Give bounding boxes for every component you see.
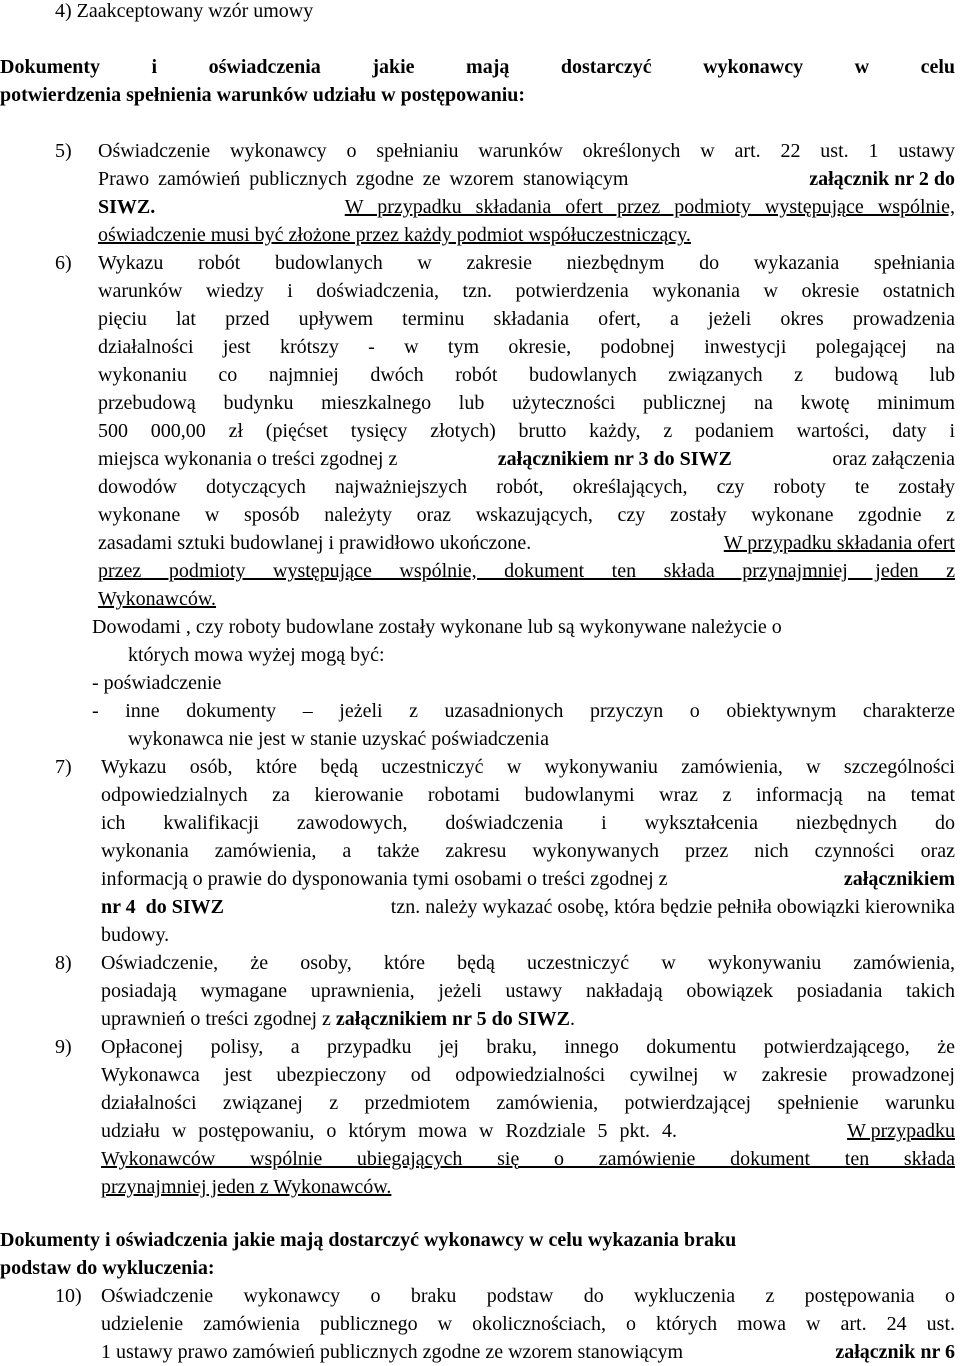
item-9-text-line2: Wykonawca jest ubezpieczony od odpowiedzialności cywilnej w zakresie prowadzonej (101, 1064, 955, 1086)
item-9-text: Opłaconej polisy, a przypadku jej braku, innego dokumentu potwierdzającego, że (101, 1036, 955, 1058)
section-heading-qualification-line2: potwierdzenia spełnienia warunków udziału w postępowaniu: (0, 84, 526, 106)
siwz-reference: SIWZ. (98, 196, 156, 218)
item-5-line3 (98, 193, 955, 221)
item-7-text: Wykazu osób, które będą uczestniczyć w wykonywaniu zamówienia, w szczególności (101, 756, 955, 778)
item-7-text-line4: wykonania zamówienia, a także zakresu wykonywanych przez nich czynności oraz (101, 840, 955, 862)
item-7-text-line2: odpowiedzialnych za kierowanie robotami budowlanymi wraz z informacją na temat (101, 784, 955, 806)
item-9-line4 (101, 1117, 955, 1145)
item-7-text-part: informacją o prawie do dysponowania tymi osobami o treści zgodnej z (101, 868, 668, 890)
item-5-text-part: Prawo zamówień publicznych zgodne ze wzorem stanowiącym (98, 168, 629, 190)
item-10-text-part: 1 ustawy prawo zamówień publicznych zgodne ze wzorem stanowiącym (101, 1341, 684, 1363)
attachment-6-reference: załącznik nr 6 (835, 1341, 955, 1363)
item-10-line3 (101, 1338, 955, 1366)
joint-bidders-note: W przypadku składania ofert (723, 532, 955, 554)
joint-bidders-note: W przypadku składania ofert przez podmioty występujące wspólnie, (344, 196, 955, 218)
joint-bidders-note-line2: przez podmioty występujące wspólnie, dokument ten składa przynajmniej jeden z (98, 560, 955, 582)
item-6-text-line2: warunków wiedzy i doświadczenia, tzn. potwierdzenia wykonania w okresie ostatnich (98, 280, 955, 302)
attachment-reference: załącznik nr 2 do (809, 168, 955, 190)
section-heading-qualification: Dokumenty i oświadczenia jakie mają dostarczyć wykonawcy w celu (0, 56, 955, 78)
item-8-text-part: uprawnień o treści zgodnej z (101, 1008, 331, 1030)
evidence-list-item: - inne dokumenty – jeżeli z uzasadnionych przyczyn o obiektywnym charakterze (92, 700, 955, 722)
item-9-text-line3: działalności związanej z przedmiotem zamówienia, potwierdzającej spełnienie warunku (101, 1092, 955, 1114)
item-6-text-part: zasadami sztuki budowlanej i prawidłowo ukończone. (98, 532, 532, 554)
item-10-text: Oświadczenie wykonawcy o braku podstaw do wykluczenia z postępowania o (101, 1285, 955, 1307)
item-9-text-part: udziału w postępowaniu, o którym mowa w Rozdziale 5 pkt. 4. (101, 1120, 678, 1142)
attachment-3-reference: załącznikiem nr 3 do SIWZ (497, 448, 732, 470)
item-5-number: 5) (55, 140, 72, 162)
item-7-line6 (101, 893, 955, 921)
item-8-text-line2: posiadają wymagane uprawnienia, jeżeli ustawy nakładają obowiązek posiadania takich (101, 980, 955, 1002)
item-6-text-line4: działalności jest krótszy - w tym okresie, podobnej inwestycji polegającej na (98, 336, 955, 358)
item-10-text-line2: udzielenie zamówienia publicznego w okolicznościach, o których mowa w art. 24 ust. (101, 1313, 955, 1335)
item-7-text-part: tzn. należy wykazać osobę, która będzie pełniła obowiązki kierownika (390, 896, 955, 918)
item-6-text-line9: dowodów dotyczących najważniejszych robót, określających, czy roboty te zostały (98, 476, 955, 498)
item-7-line5 (101, 865, 955, 893)
item-10-number: 10) (55, 1285, 82, 1307)
item-8-number: 8) (55, 952, 72, 974)
evidence-paragraph-line2: których mowa wyżej mogą być: (128, 644, 385, 666)
evidence-list-item-line2: wykonawca nie jest w stanie uzyskać poświadczenia (128, 728, 549, 750)
joint-bidders-note-line3: Wykonawców. (98, 588, 217, 610)
item-6-number: 6) (55, 252, 72, 274)
item-6-text-line10: wykonane w sposób należyty oraz wskazujących, czy zostały wykonane zgodnie z (98, 504, 955, 526)
item-6-text-line3: pięciu lat przed upływem terminu składania ofert, a jeżeli okres prowadzenia (98, 308, 955, 330)
item-8-text: Oświadczenie, że osoby, które będą uczestniczyć w wykonywaniu zamówienia, (101, 952, 955, 974)
item-7-text-line3: ich kwalifikacji zawodowych, doświadczenia i wykształcenia niezbędnych do (101, 812, 955, 834)
section-heading-exclusion-line2: podstaw do wykluczenia: (0, 1257, 215, 1279)
evidence-paragraph: Dowodami , czy roboty budowlane zostały wykonane lub są wykonywane należycie o (92, 616, 782, 638)
item-6-text-part: oraz załączenia (832, 448, 955, 470)
item-6-line8 (98, 445, 955, 473)
item-6-text: Wykazu robót budowlanych w zakresie niezbędnym do wykazania spełniania (98, 252, 955, 274)
attachment-5-reference: załącznikiem nr 5 do SIWZ (335, 1008, 571, 1030)
section-heading-exclusion: Dokumenty i oświadczenia jakie mają dostarczyć wykonawcy w celu wykazania braku (0, 1229, 737, 1251)
item-6-line11 (98, 529, 955, 557)
attachment-4-reference: załącznikiem (843, 868, 955, 890)
item-6-text-part: miejsca wykonania o treści zgodnej z (98, 448, 398, 470)
item-8-text-end: . (570, 1008, 576, 1030)
item-7-text-line7: budowy. (101, 924, 170, 946)
attachment-4-reference-cont: nr 4 do SIWZ (101, 896, 225, 918)
evidence-list-item: - poświadczenie (92, 672, 222, 694)
joint-bidders-note-line3: przynajmniej jeden z Wykonawców. (101, 1176, 392, 1198)
item-5-line2 (98, 165, 955, 193)
item-9-number: 9) (55, 1036, 72, 1058)
joint-bidders-note: W przypadku (847, 1120, 955, 1142)
item-7-number: 7) (55, 756, 72, 778)
item-6-text-line7: 500 000,00 zł (pięćset tysięcy złotych) brutto każdy, z podaniem wartości, daty i (98, 420, 955, 442)
item-6-text-line5: wykonaniu co najmniej dwóch robót budowlanych związanych z budową lub (98, 364, 955, 386)
item-5-text: Oświadczenie wykonawcy o spełnianiu warunków określonych w art. 22 ust. 1 ustawy (98, 140, 955, 162)
item-6-text-line6: przebudową budynku mieszkalnego lub użyteczności publicznej na kwotę minimum (98, 392, 955, 414)
item-4: 4) Zaakceptowany wzór umowy (55, 0, 314, 22)
item-8-line3 (101, 1005, 575, 1033)
joint-bidders-note-line2: Wykonawców wspólnie ubiegających się o zamówienie dokument ten składa (101, 1148, 955, 1170)
joint-bidders-note-line2: oświadczenie musi być złożone przez każdy podmiot współuczestniczący. (98, 224, 691, 246)
